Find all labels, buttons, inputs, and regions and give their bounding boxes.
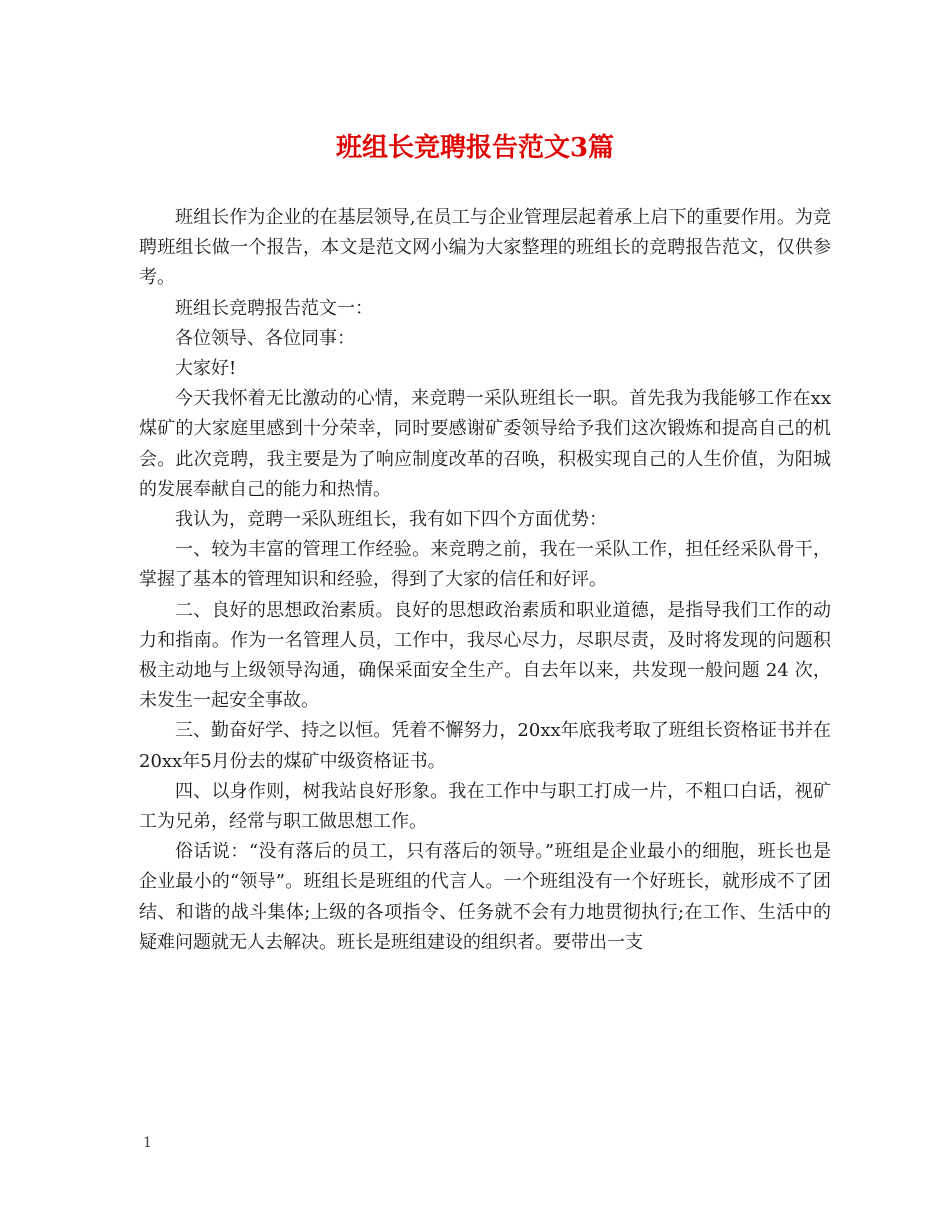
page-number: 1 xyxy=(143,1135,152,1151)
document-title: 班组长竞聘报告范文3篇 xyxy=(335,133,615,163)
paragraph-salutation: 各位领导、各位同事： xyxy=(175,327,355,349)
paragraph-sample-heading: 班组长竞聘报告范文一： xyxy=(175,297,373,319)
paragraph-advantage-1: 一、较为丰富的管理工作经验。来竞聘之前，我在一采队工作，担任经采队骨干，掌握了基本的管理知识和经验，得到了大家的信任和好评。 xyxy=(139,539,831,591)
paragraph-advantages-intro: 我认为，竞聘一采队班组长，我有如下四个方面优势： xyxy=(175,509,607,531)
paragraph-advantage-2: 二、良好的思想政治素质。良好的思想政治素质和职业道德，是指导我们工作的动力和指南。作为一名管理人员，工作中，我尽心尽力，尽职尽责，及时将发现的问题积极主动地与上级领导沟通，确保采面安全生产。自去年以来，共发现一般问题 24 次，未发生一起安全事故。 xyxy=(139,599,832,712)
paragraph-advantage-3: 三、勤奋好学、持之以恒。凭着不懈努力，20xx年底我考取了班组长资格证书并在20xx年5月份去的煤矿中级资格证书。 xyxy=(139,720,831,772)
paragraph-advantage-4: 四、以身作则，树我站良好形象。我在工作中与职工打成一片，不粗口白话，视矿工为兄弟，经常与职工做思想工作。 xyxy=(139,780,831,833)
paragraph-intro: 班组长作为企业的在基层领导,在员工与企业管理层起着承上启下的重要作用。为竞聘班组长做一个报告，本文是范文网小编为大家整理的班组长的竞聘报告范文，仅供参考。 xyxy=(139,207,831,289)
paragraph-opening: 今天我怀着无比激动的心情，来竞聘一采队班组长一职。首先我为我能够工作在xx煤矿的大家庭里感到十分荣幸，同时要感谢矿委领导给予我们这次锻炼和提高自己的机会。此次竞聘，我主要是为了响应制度改革的召唤，积极实现自己的人生价值，为阳城的发展奉献自己的能力和热情。 xyxy=(139,388,831,500)
document-body xyxy=(139,203,831,958)
paragraph-proverb: 俗话说：“没有落后的员工，只有落后的领导。”班组是企业最小的细胞，班长也是企业最小的“领导”。班组长是班组的代言人。一个班组没有一个好班长，就形成不了团结、和谐的战斗集体;上级的各项指令、任务就不会有力地贯彻执行;在工作、生活中的疑难问题就无人去解决。班长是班组建设的组织者。要带出一支 xyxy=(139,841,831,953)
paragraph-greeting: 大家好! xyxy=(175,358,237,380)
